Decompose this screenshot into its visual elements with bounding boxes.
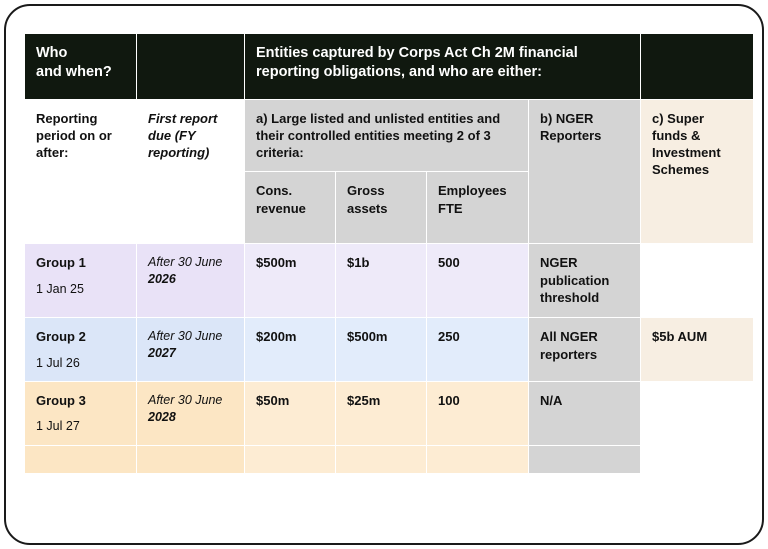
- row-gross-assets: $500m: [336, 318, 427, 382]
- row-nger: N/A: [529, 382, 641, 446]
- group-name: Group 2: [36, 329, 86, 345]
- strip-due: [137, 445, 245, 473]
- group-date: 1 Jul 27: [36, 419, 80, 434]
- strip-who: [25, 445, 137, 473]
- table-row: [25, 244, 754, 318]
- header-who-and-when: Who and when?: [25, 34, 137, 100]
- subheader-gross-assets: Gross assets: [336, 172, 427, 244]
- row-report-due: [137, 318, 245, 382]
- due-year: 2026: [148, 271, 176, 286]
- group-name: Group 1: [36, 255, 86, 271]
- header-row: [25, 34, 754, 100]
- subheader-reporting-period: Reporting period on or after:: [25, 100, 137, 244]
- subheader-nger-reporters: b) NGER Reporters: [529, 100, 641, 244]
- due-prefix: After 30 June: [148, 329, 223, 344]
- row-gross-assets: $1b: [336, 244, 427, 318]
- group-date: 1 Jan 25: [36, 281, 84, 296]
- subheader-super-funds: c) Super funds & Investment Schemes: [641, 100, 754, 244]
- due-year: 2028: [148, 409, 176, 424]
- group-date: 1 Jul 26: [36, 355, 80, 370]
- strip-revenue: [245, 445, 336, 473]
- strip-employees: [427, 445, 529, 473]
- row-super: [641, 382, 754, 446]
- row-report-due: [137, 244, 245, 318]
- row-employees-fte: 500: [427, 244, 529, 318]
- row-group-label: [25, 318, 137, 382]
- row-employees-fte: 250: [427, 318, 529, 382]
- header-blank-cell: [137, 34, 245, 100]
- due-prefix: After 30 June: [148, 255, 223, 270]
- compliance-matrix-table: [24, 33, 753, 474]
- row-nger: NGER publication threshold: [529, 244, 641, 318]
- due-year: 2027: [148, 345, 176, 360]
- row-nger: All NGER reporters: [529, 318, 641, 382]
- strip-super: [641, 445, 754, 473]
- subheader-employees-fte: Employees FTE: [427, 172, 529, 244]
- row-cons-revenue: $50m: [245, 382, 336, 446]
- row-cons-revenue: $200m: [245, 318, 336, 382]
- table-row: [25, 318, 754, 382]
- row-cons-revenue: $500m: [245, 244, 336, 318]
- row-super: [641, 244, 754, 318]
- row-super: $5b AUM: [641, 318, 754, 382]
- row-group-label: [25, 244, 137, 318]
- subheader-first-report-due: First report due (FY reporting): [137, 100, 245, 244]
- row-group-label: [25, 382, 137, 446]
- subheader-row-criteria: [25, 100, 754, 172]
- matrix: [24, 33, 754, 474]
- subheader-cons-revenue: Cons. revenue: [245, 172, 336, 244]
- row-report-due: [137, 382, 245, 446]
- table-row: [25, 382, 754, 446]
- table-bottom-strip: [25, 445, 754, 473]
- strip-nger: [529, 445, 641, 473]
- due-prefix: After 30 June: [148, 393, 223, 408]
- subheader-criteria-a: a) Large listed and unlisted entities and their controlled entities meeting 2 of 3 criteria:: [245, 100, 529, 172]
- row-gross-assets: $25m: [336, 382, 427, 446]
- group-name: Group 3: [36, 393, 86, 409]
- row-employees-fte: 100: [427, 382, 529, 446]
- header-blank-cell-right: [641, 34, 754, 100]
- strip-assets: [336, 445, 427, 473]
- header-entities-caption: Entities captured by Corps Act Ch 2M financial reporting obligations, and who are either:: [245, 34, 641, 100]
- rounded-card-frame: [4, 4, 764, 545]
